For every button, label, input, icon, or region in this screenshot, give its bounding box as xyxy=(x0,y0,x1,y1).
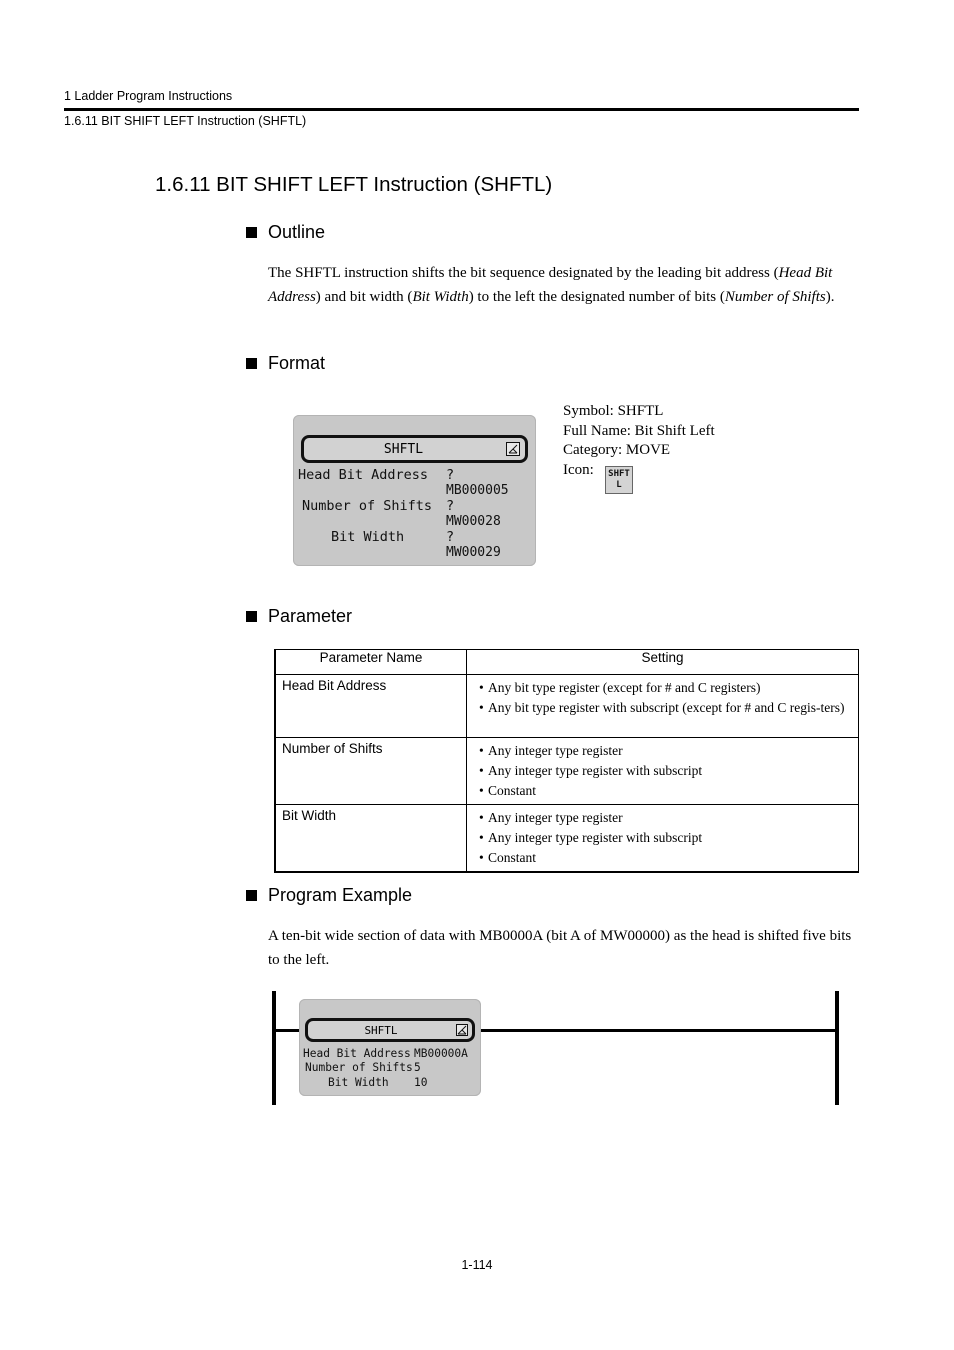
format-bit-width-placeholder: ? xyxy=(446,529,455,545)
section-title: 1.6.11 BIT SHIFT LEFT Instruction (SHFTL) xyxy=(155,173,553,196)
program-example-paragraph: A ten-bit wide section of data with MB0000A (bit A of MW00000) as the head is shifted five bits to the left. xyxy=(268,928,852,968)
symbol-info xyxy=(563,402,715,480)
format-bit-width-value: MW00029 xyxy=(446,545,501,560)
parameter-name: Head Bit Address xyxy=(275,675,467,738)
table-row xyxy=(275,675,859,738)
outline-paragraph: The SHFTL instruction shifts the bit sequence designated by the leading bit address (Head Bit Address) and bit width (Bit Width) to the left the designated number of bits (Number of Shifts). xyxy=(268,265,835,305)
shftl-instruction-icon: SHFT L xyxy=(605,466,633,494)
example-number-of-shifts-value: 5 xyxy=(414,1061,421,1074)
parameter-setting: • Any integer type register • Any integer type register with subscript • Constant xyxy=(467,738,859,805)
symbol-text: Symbol: SHFTL xyxy=(563,403,664,419)
parameter-table xyxy=(274,649,859,873)
left-power-rail xyxy=(272,991,276,1105)
ladder-icon xyxy=(456,1024,468,1036)
square-bullet-icon xyxy=(246,358,257,369)
format-instruction-box xyxy=(293,415,536,566)
column-header-name: Parameter Name xyxy=(275,650,467,675)
outline-heading: Outline xyxy=(246,222,325,243)
column-header-setting: Setting xyxy=(467,650,859,675)
format-head-bit-address-value: MB000005 xyxy=(446,483,509,498)
table-header-row xyxy=(275,650,859,675)
icon-label: Icon: xyxy=(563,461,594,478)
format-number-of-shifts-value: MW00028 xyxy=(446,514,501,529)
format-heading: Format xyxy=(246,353,325,374)
instruction-title-bar xyxy=(301,435,528,463)
program-example-heading: Program Example xyxy=(246,885,412,906)
full-name-text: Full Name: Bit Shift Left xyxy=(563,422,715,439)
square-bullet-icon xyxy=(246,611,257,622)
ladder-icon xyxy=(506,442,520,456)
format-head-bit-address-label: Head Bit Address xyxy=(298,467,429,483)
parameter-name: Number of Shifts xyxy=(275,738,467,805)
parameter-setting: • Any integer type register • Any integer type register with subscript • Constant xyxy=(467,805,859,873)
example-head-bit-address-value: MB00000A xyxy=(414,1047,468,1060)
example-bit-width-value: 10 xyxy=(414,1076,428,1089)
running-header-chapter: 1 Ladder Program Instructions xyxy=(64,89,233,103)
instruction-title: SHFTL xyxy=(383,441,424,457)
category-text: Category: MOVE xyxy=(563,442,671,458)
format-number-of-shifts-placeholder: ? xyxy=(446,498,455,514)
parameter-name: Bit Width xyxy=(275,805,467,873)
square-bullet-icon xyxy=(246,227,257,238)
example-head-bit-address-label: Head Bit Address xyxy=(303,1047,411,1060)
example-number-of-shifts-label: Number of Shifts xyxy=(305,1061,413,1074)
header-rule xyxy=(64,108,859,111)
instruction-title: SHFTL xyxy=(364,1023,398,1037)
right-power-rail xyxy=(835,991,839,1105)
running-header-section: 1.6.11 BIT SHIFT LEFT Instruction (SHFTL) xyxy=(64,114,307,128)
format-bit-width-label: Bit Width xyxy=(331,529,405,545)
format-number-of-shifts-label: Number of Shifts xyxy=(302,498,433,514)
page-number: 1-114 xyxy=(461,1258,493,1272)
parameter-setting: • Any bit type register (except for # and C registers) • Any bit type register with subscript (except for # and C regis-ters) xyxy=(467,675,859,738)
instruction-title-bar xyxy=(305,1018,475,1042)
format-head-bit-address-placeholder: ? xyxy=(446,467,455,483)
parameter-heading: Parameter xyxy=(246,606,352,627)
square-bullet-icon xyxy=(246,890,257,901)
example-instruction-box xyxy=(299,999,481,1096)
example-bit-width-label: Bit Width xyxy=(328,1076,389,1089)
table-row xyxy=(275,738,859,805)
table-row xyxy=(275,805,859,873)
